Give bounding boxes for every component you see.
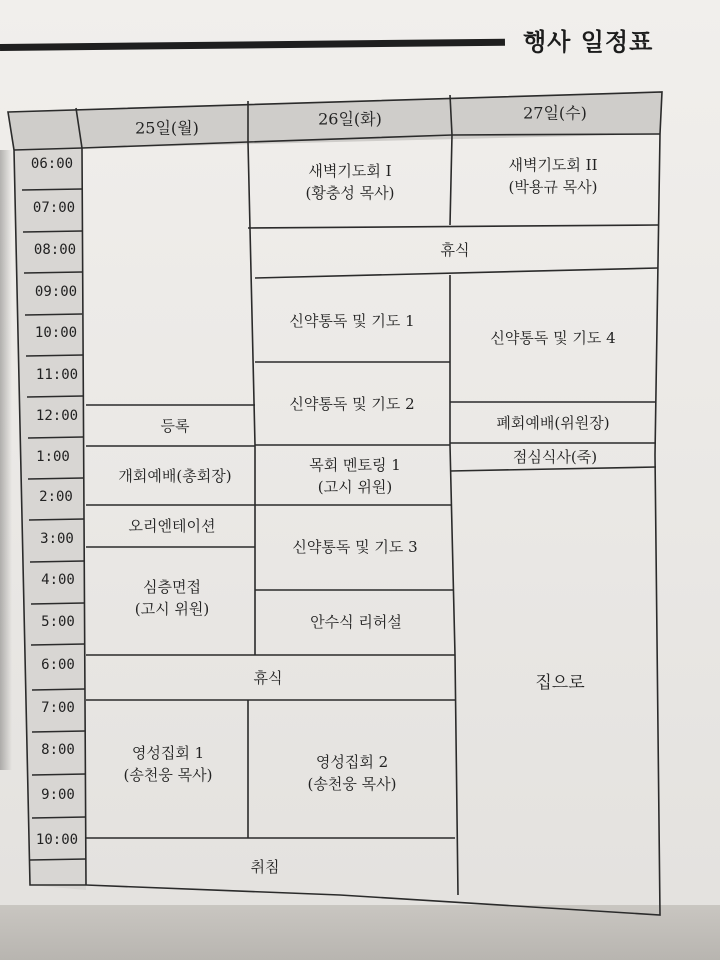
event-closing-worship: 폐회예배(위원장) bbox=[496, 414, 610, 432]
event-mentoring-title: 목회 멘토링 1 bbox=[309, 456, 401, 474]
time-label-0500: 5:00 bbox=[41, 614, 75, 630]
event-spiritual-meeting-1 bbox=[124, 742, 213, 786]
event-interview-title: 심층면접 bbox=[143, 578, 201, 596]
event-spiritual-meeting-2 bbox=[308, 751, 397, 795]
event-registration: 등록 bbox=[160, 417, 190, 435]
time-label-0700: 07:00 bbox=[32, 200, 76, 216]
event-orientation: 오리엔테이션 bbox=[128, 517, 216, 535]
event-nt-reading-3: 신약통독 및 기도 3 bbox=[292, 538, 418, 556]
event-spiritual-meeting-1-title: 영성집회 1 bbox=[131, 744, 205, 762]
event-ordination-rehearsal: 안수식 리허설 bbox=[310, 613, 402, 631]
event-dawn-prayer-2-title: 새벽기도회 II bbox=[508, 156, 598, 174]
rest-morning-bottom bbox=[255, 268, 658, 278]
day1-day2-divider bbox=[248, 101, 255, 838]
time-label-1000: 10:00 bbox=[34, 325, 78, 341]
time-label-0700pm: 7:00 bbox=[41, 700, 75, 716]
event-dawn-prayer-2-speaker: (박용규 목사) bbox=[508, 178, 598, 196]
day-header-25: 25일(월) bbox=[135, 118, 199, 138]
time-label-0200: 2:00 bbox=[39, 489, 73, 505]
event-dawn-prayer-1-speaker: (황충성 목사) bbox=[305, 184, 395, 202]
event-mentoring bbox=[309, 454, 401, 498]
day2-day3-divider bbox=[450, 95, 458, 895]
time-label-1200: 12:00 bbox=[35, 408, 79, 424]
time-label-0900: 09:00 bbox=[34, 284, 78, 300]
event-opening-worship: 개회예배(총회장) bbox=[118, 467, 232, 485]
dawn-prayer-1-bottom bbox=[248, 225, 658, 228]
event-mentoring-speaker: (고시 위원) bbox=[317, 478, 393, 496]
event-interview bbox=[135, 576, 209, 620]
time-label-0800: 08:00 bbox=[33, 242, 77, 258]
day-header-26: 26일(화) bbox=[318, 109, 382, 129]
event-dawn-prayer-2 bbox=[508, 154, 597, 198]
time-label-0300: 3:00 bbox=[40, 531, 74, 547]
event-bedtime: 취침 bbox=[250, 858, 280, 876]
event-spiritual-meeting-2-title: 영성집회 2 bbox=[315, 753, 389, 771]
event-nt-reading-1: 신약통독 및 기도 1 bbox=[289, 312, 415, 330]
event-rest-evening: 휴식 bbox=[253, 669, 283, 687]
time-label-0100: 1:00 bbox=[36, 449, 70, 465]
time-label-0900pm: 9:00 bbox=[41, 787, 75, 803]
page-title: 행사 일정표 bbox=[523, 28, 654, 56]
time-label-1100: 11:00 bbox=[35, 367, 79, 383]
event-rest-morning: 휴식 bbox=[440, 241, 470, 259]
event-lunch: 점심식사(죽) bbox=[512, 448, 598, 466]
time-label-0600pm: 6:00 bbox=[41, 657, 75, 673]
event-spiritual-meeting-1-speaker: (송천웅 목사) bbox=[123, 766, 213, 784]
event-dawn-prayer-1-title: 새벽기도회 I bbox=[308, 162, 392, 180]
event-go-home: 집으로 bbox=[535, 673, 585, 693]
time-label-1000pm: 10:00 bbox=[35, 832, 79, 848]
event-dawn-prayer-1 bbox=[306, 160, 395, 204]
event-nt-reading-2: 신약통독 및 기도 2 bbox=[289, 395, 415, 413]
time-label-0600: 06:00 bbox=[30, 156, 74, 172]
event-nt-reading-4: 신약통독 및 기도 4 bbox=[490, 329, 616, 347]
time-label-0400: 4:00 bbox=[41, 572, 75, 588]
day-header-27: 27일(수) bbox=[523, 103, 587, 123]
event-interview-speaker: (고시 위원) bbox=[134, 600, 210, 618]
event-spiritual-meeting-2-speaker: (송천웅 목사) bbox=[307, 775, 397, 793]
time-label-0800pm: 8:00 bbox=[41, 742, 75, 758]
